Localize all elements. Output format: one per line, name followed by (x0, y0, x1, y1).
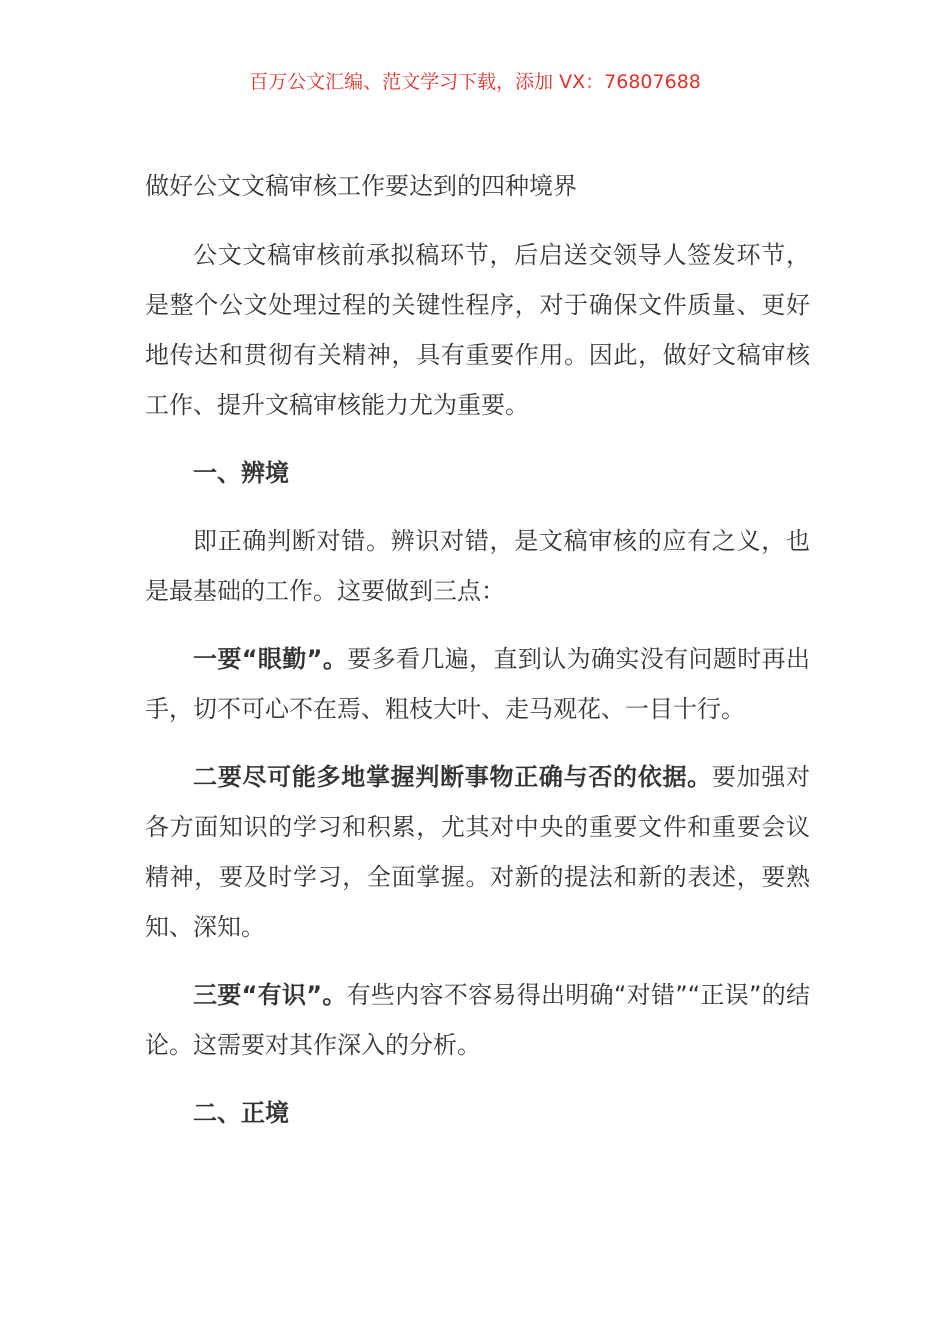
document-body (145, 168, 810, 1156)
point-1-lead: 一要“眼勤”。 (193, 645, 348, 673)
section-heading-2: 二、正境 (193, 1099, 289, 1127)
point-2-paragraph (145, 752, 810, 952)
point-3-lead: 三要“有识”。 (193, 981, 347, 1009)
document-title: 做好公文文稿审核工作要达到的四种境界 (145, 172, 577, 200)
point-1-text: 要多看几遍，直到认为确实没有问题时再出手，切不可心不在焉、粗枝大叶、走马观花、一目十行。 (145, 645, 811, 723)
point-2-lead: 二要尽可能多地掌握判断事物正确与否的依据。 (193, 763, 712, 791)
point-1-paragraph (145, 634, 810, 734)
point-2-text: 要加强对各方面知识的学习和积累，尤其对中央的重要文件和重要会议精神，要及时学习，全面掌握。对新的提法和新的表述，要熟知、深知。 (145, 763, 810, 941)
point-3-text: 有些内容不容易得出明确“对错”“正误”的结论。这需要对其作深入的分析。 (145, 981, 810, 1059)
intro-paragraph: 公文文稿审核前承拟稿环节，后启送交领导人签发环节，是整个公文处理过程的关键性程序，对于确保文件质量、更好地传达和贯彻有关精神，具有重要作用。因此，做好文稿审核工作、提升文稿审核能力尤为重要。 (145, 241, 810, 419)
point-3-paragraph (145, 970, 810, 1070)
watermark-banner: 百万公文汇编、范文学习下载，添加 VX：76807688 (249, 71, 701, 93)
section1-paragraph: 即正确判断对错。辨识对错，是文稿审核的应有之义，也是最基础的工作。这要做到三点： (145, 527, 810, 605)
section-heading-1: 一、辨境 (193, 459, 289, 487)
